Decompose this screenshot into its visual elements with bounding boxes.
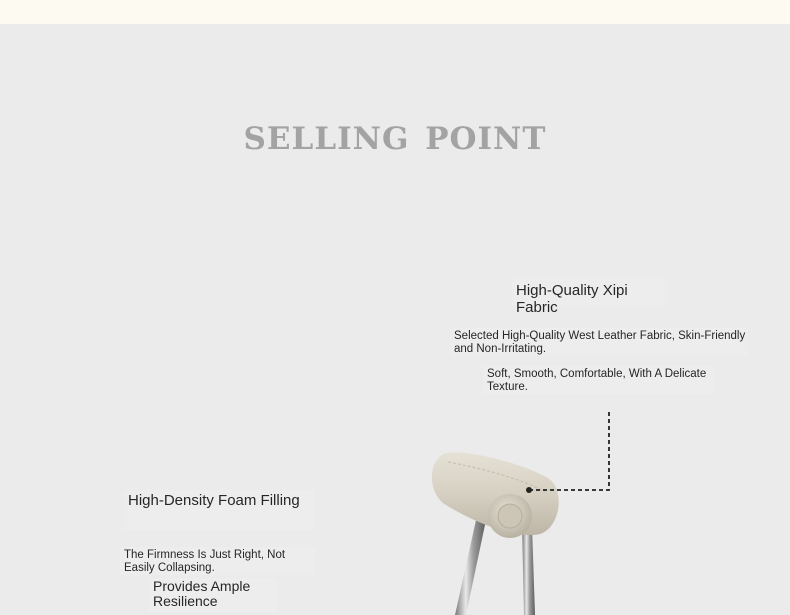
crutch-pole-left <box>455 520 486 615</box>
foam-feature-heading: High-Density Foam Filling <box>124 490 314 530</box>
fabric-feature-detail-2: Soft, Smooth, Comfortable, With A Delicate Texture. <box>483 366 715 394</box>
fabric-feature-detail: Selected High-Quality West Leather Fabric, Skin-Friendly and Non-Irritating. <box>450 328 748 356</box>
foam-feature-detail: The Firmness Is Just Right, Not Easily Collapsing. <box>120 547 315 575</box>
foam-feature-detail-2: Provides Ample Resilience <box>149 578 277 612</box>
crutch-pole-right <box>522 526 535 615</box>
fabric-feature-heading: High-Quality Xipi Fabric <box>512 279 668 305</box>
section-title: SELLING POINT <box>243 121 547 157</box>
callout-dot <box>526 487 532 493</box>
